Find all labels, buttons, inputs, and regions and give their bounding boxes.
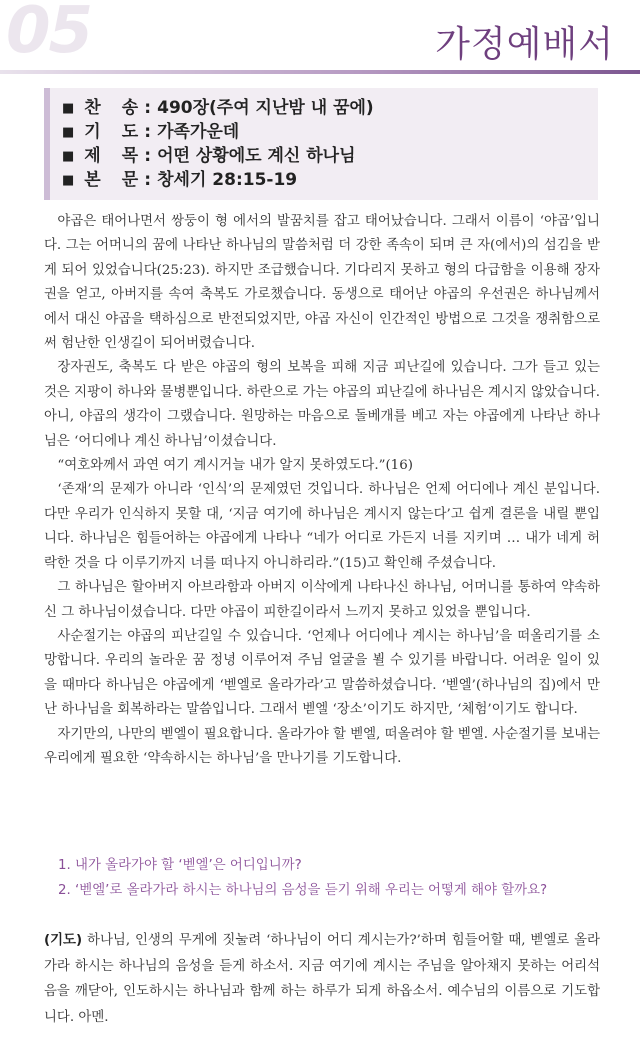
info-colon: : (144, 146, 152, 166)
sermon-paragraph: ‘존재’의 문제가 아니라 ‘인식’의 문제였던 것입니다. 하나님은 언제 어디에나 계신 분입니다. 다만 우리가 인식하지 못할 대, ‘지금 여기에 하나님은 계시지 않는다’고 쉽게 결론을 내릴 뿐입니다. 하나님은 힘들어하는 야곱에게 나타나 “네가 어디로 가든지 너를 지키며 … 내가 네게 허락한 것을 다 이루기까지 너를 떠나지 아니하리라.”(15)고 확인해 주셨습니다. (44, 482, 600, 571)
sermon-paragraph: “여호와께서 과연 여기 계시거늘 내가 알지 못하였도다.”(16) (57, 458, 413, 474)
info-row-prayer (62, 120, 598, 144)
info-label: 제 목 (84, 146, 141, 166)
info-colon: : (144, 122, 152, 142)
info-row-hymn (62, 96, 598, 120)
prayer-text: 하나님, 인생의 무게에 짓눌려 ‘하나님이 어디 계시는가?’하며 힘들어할 때, 벧엘로 올라가라 하시는 하나님의 음성을 듣게 하소서. 지금 여기에 계시는 주님을 알아채지 못하는 어리석음을 깨닫아, 인도하시는 하나님과 함께 하는 하루가 되게 하옵소서. 예수님의 이름으로 기도합니다. 아멘. (44, 933, 600, 1025)
info-colon: : (144, 170, 152, 190)
prayer-label: (기도) (44, 933, 83, 948)
info-label: 본 문 (84, 170, 141, 190)
info-value: 490장(주여 지난밤 내 꿈에) (157, 98, 374, 118)
sermon-paragraph: 자기만의, 나만의 벧엘이 필요합니다. 올라가야 할 벧엘, 떠올려야 할 벧엘. 사순절기를 보내는 우리에게 필요한 ‘약속하시는 하나님’을 만나기를 기도합니다. (44, 726, 600, 766)
sermon-body (44, 210, 600, 771)
sermon-paragraph: 야곱은 태어나면서 쌍둥이 형 에서의 발꿈치를 잡고 태어났습니다. 그래서 이름이 ‘야곱’입니다. 그는 어머니의 꿈에 나타난 하나님의 말씀처럼 더 강한 족속이 되며 큰 자(에서)의 섬김을 받게 되어 있었습니다(25:23). 하지만 조급했습니다. 기다리지 못하고 형의 다급함을 이용해 장자권을 얻고, 아버지를 속여 축복도 가로챘습니다. 동생으로 태어난 야곱의 우선권은 하나님께서 에서 대신 야곱을 택하심으로 반전되었지만, 야곱 자신이 인간적인 방법으로 그것을 쟁취함으로써 험난한 인생길이 되어버렸습니다. (44, 214, 600, 352)
page-number: 05 (6, 0, 92, 68)
info-label: 찬 송 (84, 98, 141, 118)
closing-prayer (44, 928, 600, 1030)
page-header (0, 0, 640, 74)
sermon-paragraph: 사순절기는 야곱의 피난길일 수 있습니다. ‘언제나 어디에나 계시는 하나님’을 떠올리기를 소망합니다. 우리의 놀라운 꿈 정녕 이루어져 주님 얼굴을 뵐 수 있기를 바랍니다. 어려운 일이 있을 때마다 하나님은 야곱에게 ‘벧엘로 올라가라’고 말씀하셨습니다. ‘벧엘’(하나님의 집)에서 만난 하나님을 회복하라는 말씀입니다. 그래서 벧엘 ‘장소’이기도 하지만, ‘체험’이기도 합니다. (44, 628, 600, 718)
question-item: 2. ‘벧엘’로 올라가라 하시는 하나님의 음성을 듣기 위해 우리는 어떻게 해야 할까요? (58, 883, 548, 898)
square-bullet-icon: ■ (62, 125, 75, 140)
sermon-paragraph: 장자권도, 축복도 다 받은 야곱의 형의 보복을 피해 지금 피난길에 있습니다. 그가 들고 있는 것은 지팡이 하나와 물병뿐입니다. 하란으로 가는 야곱의 피난길에 하나님은 계시지 않았습니다. 아니, 야곱의 생각이 그랬습니다. 원망하는 마음으로 돌베개를 베고 자는 야곱에게 나타난 하나님은 ‘어디에나 계신 하나님’이셨습니다. (44, 360, 600, 449)
square-bullet-icon: ■ (62, 101, 75, 116)
info-row-scripture (62, 168, 598, 192)
header-divider (0, 70, 640, 74)
discussion-questions (58, 853, 618, 903)
sermon-paragraph: 그 하나님은 할아버지 아브라함과 아버지 이삭에게 나타나신 하나님, 어머니를 통하여 약속하신 그 하나님이셨습니다. 다만 야곱이 피한길이라서 느끼지 못하고 있었을 뿐입니다. (44, 580, 600, 620)
info-value: 가족가운데 (157, 122, 240, 142)
info-label: 기 도 (84, 122, 141, 142)
info-value: 창세기 28:15-19 (157, 170, 298, 190)
info-row-topic (62, 144, 598, 168)
page-title: 가정예배서 (435, 24, 614, 65)
worship-info-box (44, 88, 598, 200)
question-item: 1. 내가 올라가야 할 ‘벧엘’은 어디입니까? (58, 858, 302, 873)
info-value: 어떤 상황에도 계신 하나님 (157, 146, 356, 166)
info-colon: : (144, 98, 152, 118)
square-bullet-icon: ■ (62, 173, 75, 188)
square-bullet-icon: ■ (62, 149, 75, 164)
